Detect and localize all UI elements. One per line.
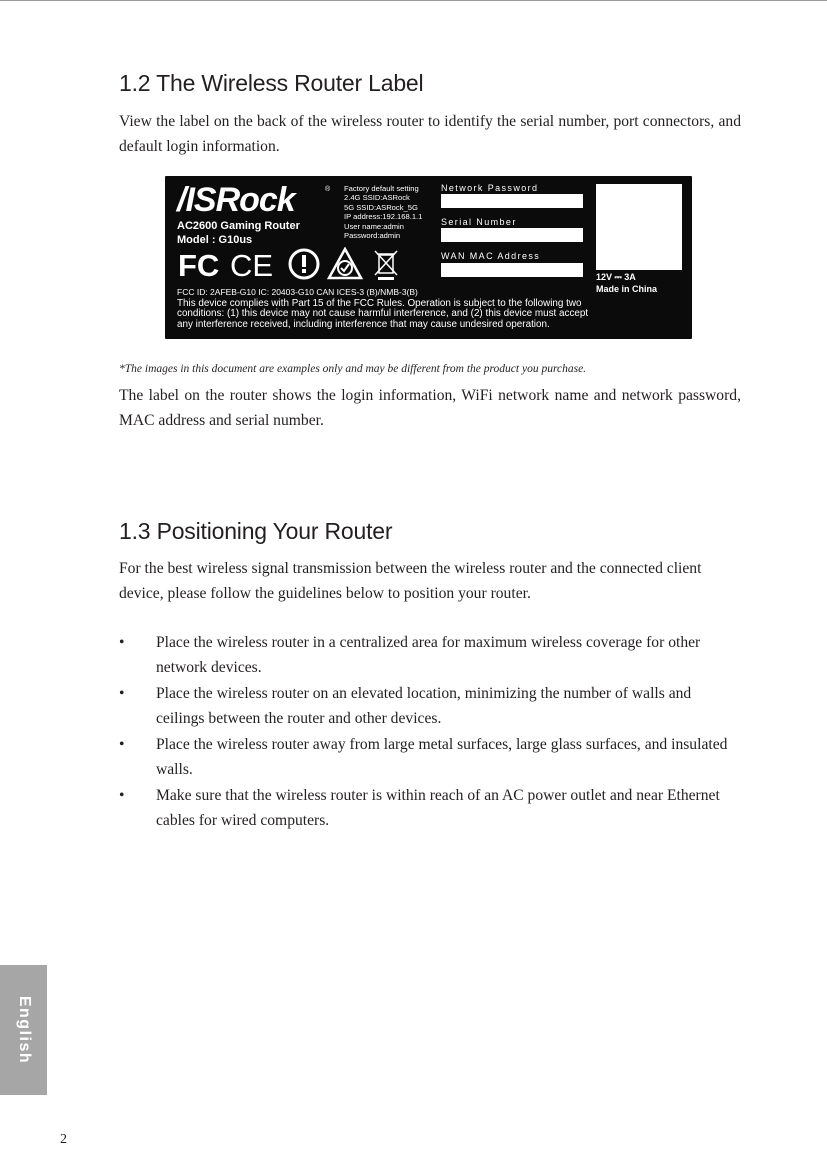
warning-icon	[287, 247, 323, 281]
label-default-line: 2.4G SSID:ASRock	[344, 193, 410, 203]
label-wan-mac: WAN MAC Address	[441, 251, 541, 261]
fcc-mark-icon	[177, 247, 223, 281]
label-network-password: Network Password	[441, 183, 539, 193]
list-item-text: Place the wireless router away from large metal surfaces, large glass surfaces, and insulated walls.	[156, 736, 728, 778]
label-serial-number: Serial Number	[441, 217, 517, 227]
heading-positioning: 1.3 Positioning Your Router	[119, 518, 393, 544]
positioning-intro: For the best wireless signal transmission between the wireless router and the connected client device, please follow the guidelines below to position your router.	[119, 560, 702, 602]
label-product: AC2600 Gaming Router	[177, 220, 300, 232]
network-password-box	[441, 194, 583, 208]
label-default-line: Factory default setting	[344, 184, 419, 193]
rcm-mark-icon	[327, 247, 363, 281]
ce-mark-text: CE	[230, 248, 274, 281]
router-label-image	[165, 176, 692, 339]
image-disclaimer: *The images in this document are examples only and may be different from the product you purchase.	[119, 363, 587, 375]
positioning-guidelines	[119, 630, 729, 834]
bullet-icon: •	[119, 787, 125, 804]
router-label-summary: The label on the router shows the login information, WiFi network name and network password, MAC address and serial number.	[119, 387, 741, 429]
compliance-line: This device complies with Part 15 of the FCC Rules. Operation is subject to the following two	[177, 298, 582, 309]
list-item-text: Place the wireless router in a centralized area for maximum wireless coverage for other network devices.	[156, 634, 701, 676]
compliance-line: any interference received, including interference that may cause undesired operation.	[177, 318, 550, 330]
asrock-logo: /ISRock	[177, 181, 295, 219]
page-number: 2	[60, 1132, 67, 1147]
bullet-icon: •	[119, 685, 125, 702]
list-item	[119, 732, 729, 782]
qr-code-area	[596, 184, 682, 270]
list-item	[119, 630, 729, 680]
registered-mark: ®	[325, 186, 331, 193]
label-default-line: Password:admin	[344, 231, 401, 241]
label-default-line: IP address:192.168.1.1	[344, 212, 423, 222]
language-tab-label: English	[15, 995, 33, 1065]
list-item	[119, 681, 729, 731]
wan-mac-box	[441, 263, 583, 277]
heading-router-label: 1.2 The Wireless Router Label	[119, 70, 424, 96]
label-power-rating: 12V ⎓ 3A	[596, 272, 636, 282]
list-item	[119, 783, 729, 833]
router-label-intro: View the label on the back of the wireless router to identify the serial number, port connectors, and default login information.	[119, 113, 741, 155]
serial-number-box	[441, 228, 583, 242]
label-default-line: User name:admin	[344, 221, 404, 231]
label-defaults	[344, 184, 422, 240]
bullet-icon: •	[119, 736, 125, 753]
ce-mark-icon	[229, 247, 281, 281]
certification-marks	[177, 247, 402, 283]
label-made-in: Made in China	[596, 284, 658, 294]
list-item-text: Make sure that the wireless router is within reach of an AC power outlet and near Ethernet cables for wired computers.	[156, 787, 720, 829]
label-compliance	[177, 299, 588, 330]
label-model: Model : G10us	[177, 234, 253, 246]
language-tab	[0, 965, 47, 1095]
label-fcc-ids: FCC ID: 2AFEB-G10 IC: 20403-G10 CAN ICES-3 (B)/NMB-3(B)	[177, 287, 418, 297]
top-rule	[0, 0, 827, 1]
label-default-line: 5G SSID:ASRock_5G	[344, 202, 418, 212]
weee-bin-icon	[371, 247, 401, 281]
fcc-mark-text: FC	[178, 248, 220, 281]
compliance-line: conditions: (1) this device may not cause harmful interference, and (2) this device must accept	[177, 308, 589, 320]
bullet-icon: •	[119, 634, 125, 651]
list-item-text: Place the wireless router on an elevated location, minimizing the number of walls and ceilings between the router and other devices.	[156, 685, 692, 727]
